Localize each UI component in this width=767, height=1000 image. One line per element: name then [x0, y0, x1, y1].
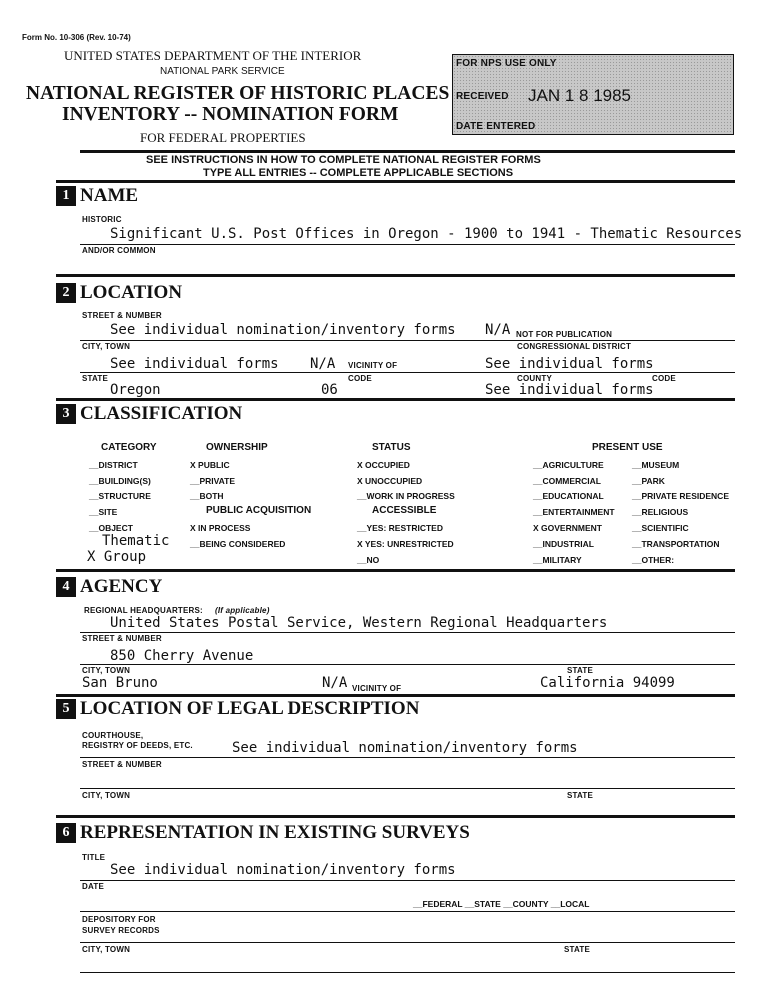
section-4-rule: [56, 694, 735, 697]
legal-state-label: STATE: [567, 791, 594, 800]
congressional-district-label: CONGRESSIONAL DISTRICT: [517, 342, 632, 351]
section-6-title: REPRESENTATION IN EXISTING SURVEYS: [80, 822, 470, 843]
survey-state-label: STATE: [564, 945, 591, 954]
street-field[interactable]: See individual nomination/inventory forms: [110, 322, 456, 338]
vicinity-value[interactable]: N/A: [310, 356, 336, 372]
category-option[interactable]: __BUILDING(S): [89, 476, 151, 486]
survey-city-line: [80, 972, 735, 973]
received-date: JAN 1 8 1985: [528, 86, 632, 105]
agency-vicinity-value[interactable]: N/A: [322, 675, 348, 691]
survey-title-line: [80, 880, 735, 881]
survey-title-field[interactable]: See individual nomination/inventory forms: [110, 862, 456, 878]
section-5-title: LOCATION OF LEGAL DESCRIPTION: [80, 698, 420, 719]
historic-name-field[interactable]: Significant U.S. Post Offices in Oregon - 1900 to 1941 - Thematic Resources: [110, 226, 743, 242]
category-option[interactable]: __SITE: [89, 507, 118, 517]
status-heading: STATUS: [372, 442, 411, 453]
accessible-option[interactable]: __NO: [357, 555, 380, 565]
county-code-label: CODE: [652, 374, 676, 383]
historic-line: [80, 244, 735, 245]
instructions-line1: SEE INSTRUCTIONS IN HOW TO COMPLETE NATIONAL REGISTER FORMS: [146, 154, 541, 166]
agency-city-field[interactable]: San Bruno: [82, 675, 158, 691]
survey-city-label: CITY, TOWN: [82, 945, 131, 954]
form-subtitle: FOR FEDERAL PROPERTIES: [140, 130, 306, 145]
accessible-heading: ACCESSIBLE: [372, 505, 437, 516]
registry-line: [80, 757, 735, 758]
present-use-option[interactable]: __SCIENTIFIC: [632, 523, 689, 533]
registry-label: REGISTRY OF DEEDS, ETC.: [82, 741, 193, 750]
legal-street-label: STREET & NUMBER: [82, 760, 162, 769]
survey-date-label: DATE: [82, 882, 104, 891]
section-5-rule: [56, 815, 735, 818]
courthouse-label: COURTHOUSE,: [82, 731, 144, 740]
legal-city-label: CITY, TOWN: [82, 791, 131, 800]
agency-city-label: CITY, TOWN: [82, 666, 131, 675]
legal-street-line: [80, 788, 735, 789]
agency-state-label: STATE: [567, 666, 594, 675]
section-3-number: 3: [56, 404, 76, 424]
present-use-option[interactable]: __COMMERCIAL: [533, 476, 602, 486]
hq-line: [80, 632, 735, 633]
county-label: COUNTY: [517, 374, 552, 383]
survey-records-label: SURVEY RECORDS: [82, 926, 160, 935]
vicinity-label: VICINITY OF: [348, 361, 398, 370]
section-1-title: NAME: [80, 185, 139, 206]
present-use-option[interactable]: __OTHER:: [632, 555, 675, 565]
status-option[interactable]: __WORK IN PROGRESS: [357, 491, 455, 501]
category-option[interactable]: __OBJECT: [89, 523, 133, 533]
agency-street-field[interactable]: 850 Cherry Avenue: [110, 648, 254, 664]
status-option[interactable]: X UNOCCUPIED: [357, 476, 423, 486]
common-name-label: AND/OR COMMON: [82, 246, 156, 255]
form-title-line1: NATIONAL REGISTER OF HISTORIC PLACES: [26, 83, 450, 104]
present-use-option[interactable]: __PARK: [632, 476, 665, 486]
ownership-option[interactable]: __BOTH: [190, 491, 224, 501]
city-line: [80, 372, 735, 373]
form-number: Form No. 10-306 (Rev. 10-74): [22, 33, 131, 42]
present-use-option[interactable]: X GOVERNMENT: [533, 523, 602, 533]
county-field[interactable]: See individual forms: [485, 382, 654, 398]
acquisition-option[interactable]: __BEING CONSIDERED: [190, 539, 286, 549]
depository-line: [80, 942, 735, 943]
instructions-line2: TYPE ALL ENTRIES -- COMPLETE APPLICABLE SECTIONS: [203, 167, 514, 179]
city-field[interactable]: See individual forms: [110, 356, 279, 372]
present-use-option[interactable]: __MUSEUM: [632, 460, 680, 470]
section-2-number: 2: [56, 283, 76, 303]
state-field[interactable]: Oregon: [110, 382, 161, 398]
ownership-option[interactable]: X PUBLIC: [190, 460, 230, 470]
section-1-number: 1: [56, 186, 76, 206]
agency-state-field[interactable]: California 94099: [540, 675, 675, 691]
section-4-title: AGENCY: [80, 576, 163, 597]
received-label: RECEIVED: [456, 91, 509, 102]
registry-field[interactable]: See individual nomination/inventory forms: [232, 740, 578, 756]
nps-use-box: [452, 54, 734, 135]
present-use-option[interactable]: __TRANSPORTATION: [632, 539, 720, 549]
public-acquisition-heading: PUBLIC ACQUISITION: [206, 505, 312, 516]
section-3-title: CLASSIFICATION: [80, 403, 243, 424]
code-field[interactable]: 06: [321, 382, 338, 398]
status-option[interactable]: X OCCUPIED: [357, 460, 410, 470]
accessible-option[interactable]: X YES: UNRESTRICTED: [357, 539, 454, 549]
section-2-rule: [56, 398, 735, 401]
present-use-heading: PRESENT USE: [592, 442, 663, 453]
thematic-value[interactable]: Thematic: [102, 533, 170, 549]
code-label: CODE: [348, 374, 372, 383]
agency-street-line: [80, 664, 735, 665]
present-use-option[interactable]: __RELIGIOUS: [632, 507, 689, 517]
present-use-option[interactable]: __EDUCATIONAL: [533, 491, 604, 501]
agency-vicinity-label: VICINITY OF: [352, 684, 402, 693]
form-title-line2: INVENTORY -- NOMINATION FORM: [62, 104, 399, 125]
date-entered-label: DATE ENTERED: [456, 121, 536, 132]
department-heading: UNITED STATES DEPARTMENT OF THE INTERIOR: [64, 48, 362, 63]
present-use-option[interactable]: __ENTERTAINMENT: [533, 507, 615, 517]
congressional-district-field[interactable]: See individual forms: [485, 356, 654, 372]
instructions-rule: [56, 180, 735, 183]
street-label: STREET & NUMBER: [82, 311, 162, 320]
category-option[interactable]: __STRUCTURE: [89, 491, 151, 501]
section-5-number: 5: [56, 699, 76, 719]
accessible-option[interactable]: __YES: RESTRICTED: [357, 523, 443, 533]
present-use-option[interactable]: __INDUSTRIAL: [533, 539, 594, 549]
street-line: [80, 340, 735, 341]
agency-street-label: STREET & NUMBER: [82, 634, 162, 643]
category-heading: CATEGORY: [101, 442, 157, 453]
present-use-option[interactable]: __AGRICULTURE: [533, 460, 604, 470]
header-rule: [80, 150, 735, 153]
present-use-option[interactable]: __PRIVATE RESIDENCE: [632, 491, 729, 501]
section-4-number: 4: [56, 577, 76, 597]
section-1-rule: [56, 274, 735, 277]
category-option[interactable]: __DISTRICT: [89, 460, 138, 470]
regional-hq-field[interactable]: United States Postal Service, Western Regional Headquarters: [110, 615, 608, 631]
acquisition-option[interactable]: X IN PROCESS: [190, 523, 251, 533]
section-2-title: LOCATION: [80, 282, 183, 303]
survey-title-label: TITLE: [82, 853, 106, 862]
historic-label: HISTORIC: [82, 215, 122, 224]
section-3-rule: [56, 569, 735, 572]
group-value[interactable]: X Group: [87, 549, 147, 565]
present-use-option[interactable]: __MILITARY: [533, 555, 582, 565]
state-label: STATE: [82, 374, 109, 383]
survey-level-options[interactable]: __FEDERAL __STATE __COUNTY __LOCAL: [413, 899, 590, 909]
not-for-publication-label: NOT FOR PUBLICATION: [516, 330, 613, 339]
ownership-heading: OWNERSHIP: [206, 442, 268, 453]
nps-use-label: FOR NPS USE ONLY: [456, 58, 557, 69]
depository-label: DEPOSITORY FOR: [82, 915, 156, 924]
service-heading: NATIONAL PARK SERVICE: [160, 66, 285, 77]
survey-date-line: [80, 911, 735, 912]
city-label: CITY, TOWN: [82, 342, 131, 351]
ownership-option[interactable]: __PRIVATE: [190, 476, 236, 486]
section-6-number: 6: [56, 823, 76, 843]
not-for-publication-value[interactable]: N/A: [485, 322, 511, 338]
regional-hq-label: REGIONAL HEADQUARTERS:: [84, 606, 203, 615]
regional-hq-note: (If applicable): [215, 606, 270, 615]
